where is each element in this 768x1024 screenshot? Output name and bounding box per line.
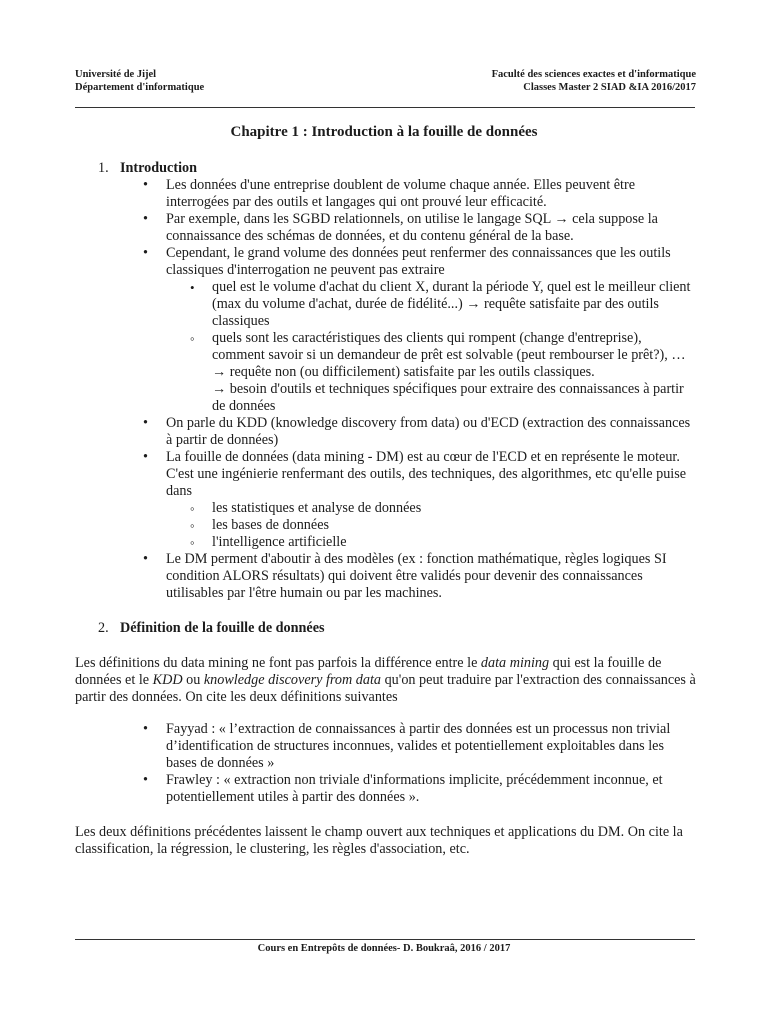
conclusion-note: → besoin d'outils et techniques spécifiques pour extraire des connaissances à partir de données (212, 381, 684, 414)
definition-fayyad: • Fayyad : « l’extraction de connaissances à partir des données est un processus non trivial d’identification de structures inconnues, valides et potentiellement exploitables dans les bases de données » (0, 721, 696, 772)
section-1-number: 1. (98, 160, 109, 176)
sub-list-item: ◦ les bases de données (190, 517, 330, 533)
page-footer: Cours en Entrepôts de données- D. Boukraâ, 2016 / 2017 (257, 943, 511, 954)
sub-list-item: ◦ l'intelligence artificielle (190, 534, 347, 550)
definition-frawley: • Frawley : « extraction non triviale d'informations implicite, précédemment inconnue, et potentiellement utiles à partir des données ». (0, 772, 696, 806)
list-item: • Les données d'une entreprise doublent de volume chaque année. Elles peuvent être interrogées par des outils et langages qui ont prouvé leur efficacité. (0, 177, 692, 211)
footer-divider (75, 939, 695, 940)
header-divider (75, 107, 695, 108)
closing-paragraph: Les deux définitions précédentes laissent le champ ouvert aux techniques et applications du DM. On cite la classification, la régression, le clustering, les règles d'association, etc. (75, 824, 683, 857)
list-item: • On parle du KDD (knowledge discovery from data) ou d'ECD (extraction des connaissances à partir de données) (0, 415, 692, 449)
sub-list-item: • quel est le volume d'achat du client X, durant la période Y, quel est le meilleur client (max du volume d'achat, durée de fidélité...) → requête satisfaite par des outils classiques (190, 279, 691, 329)
section-2-heading (98, 620, 325, 637)
sub-list-item: ◦ les statistiques et analyse de données (190, 500, 422, 516)
faculty-name: Faculté des sciences exactes et d'informatique (491, 69, 696, 80)
list-item: • Cependant, le grand volume des données peut renfermer des connaissances que les outils classiques d'interrogation ne peuvent pas extraire • quel est le volume d'achat du client X, durant la période Y, quel est le meilleur client (max du volume d'achat, durée de fidélité...) → requête satisfaite par des outils classiques ◦ quels sont les caractéristiques des clients qui rompent (change d'entreprise), comment savoir si un demandeur de prêt est solvable (peut rembourser le prêt?), … → requête non (ou difficilement) satisfaite par les outils classiques. → besoin d'outils et techniques spécifiques pour extraire des connaissances à partir de données (0, 245, 692, 415)
list-item: • Par exemple, dans les SGBD relationnels, on utilise le langage SQL → cela suppose la connaissance des schémas de données, et du contenu général de la base. (0, 211, 692, 245)
bullet-hollow-icon: ◦ (190, 518, 195, 533)
section-1-bullet-list (0, 177, 692, 602)
sub-list-item: ◦ quels sont les caractéristiques des clients qui rompent (change d'entreprise), comment savoir si un demandeur de prêt est solvable (peut rembourser le prêt?), … → requête non (ou difficilement) satisfaite par les outils classiques. (190, 330, 686, 380)
header-left (75, 68, 204, 94)
university-name: Université de Jijel (75, 69, 157, 80)
list-item: • La fouille de données (data mining - DM) est au cœur de l'ECD et en représente le moteur. C'est une ingénierie renfermant des outils, des techniques, des algorithmes, etc qu'elle puise dans ◦ les statistiques et analyse de données ◦ les bases de données ◦ l'intelligence artificielle (0, 449, 692, 551)
chapter-title: Chapitre 1 : Introduction à la fouille de données (230, 124, 538, 140)
sub-bullet-list (166, 279, 692, 381)
section-2-title: Définition de la fouille de données (120, 620, 325, 636)
definition-intro-paragraph: Les définitions du data mining ne font pas parfois la différence entre le data mining qui est la fouille de données et le KDD ou knowledge discovery from data qu'on peut traduire par l'extraction des connaissances à partir des données. On cite les deux définitions suivantes (75, 655, 696, 705)
bullet-hollow-icon: ◦ (190, 535, 195, 550)
class-name: Classes Master 2 SIAD &IA 2016/2017 (523, 82, 696, 93)
bullet-hollow-icon: ◦ (190, 331, 195, 346)
section-2-number: 2. (98, 620, 109, 636)
section-1-heading (98, 160, 197, 177)
bullet-filled-icon: • (190, 280, 195, 295)
department-name: Département d'informatique (75, 82, 205, 93)
header-right (492, 68, 696, 94)
bullet-hollow-icon: ◦ (190, 501, 195, 516)
definitions-list (0, 721, 696, 806)
list-item: • Le DM perment d'aboutir à des modèles (ex : fonction mathématique, règles logiques SI condition ALORS résultats) qui doivent être validés pour devenir des connaissances utilisables par l'être humain ou par les machines. (0, 551, 692, 602)
sub-bullet-list (166, 500, 692, 551)
section-1-title: Introduction (120, 160, 197, 176)
